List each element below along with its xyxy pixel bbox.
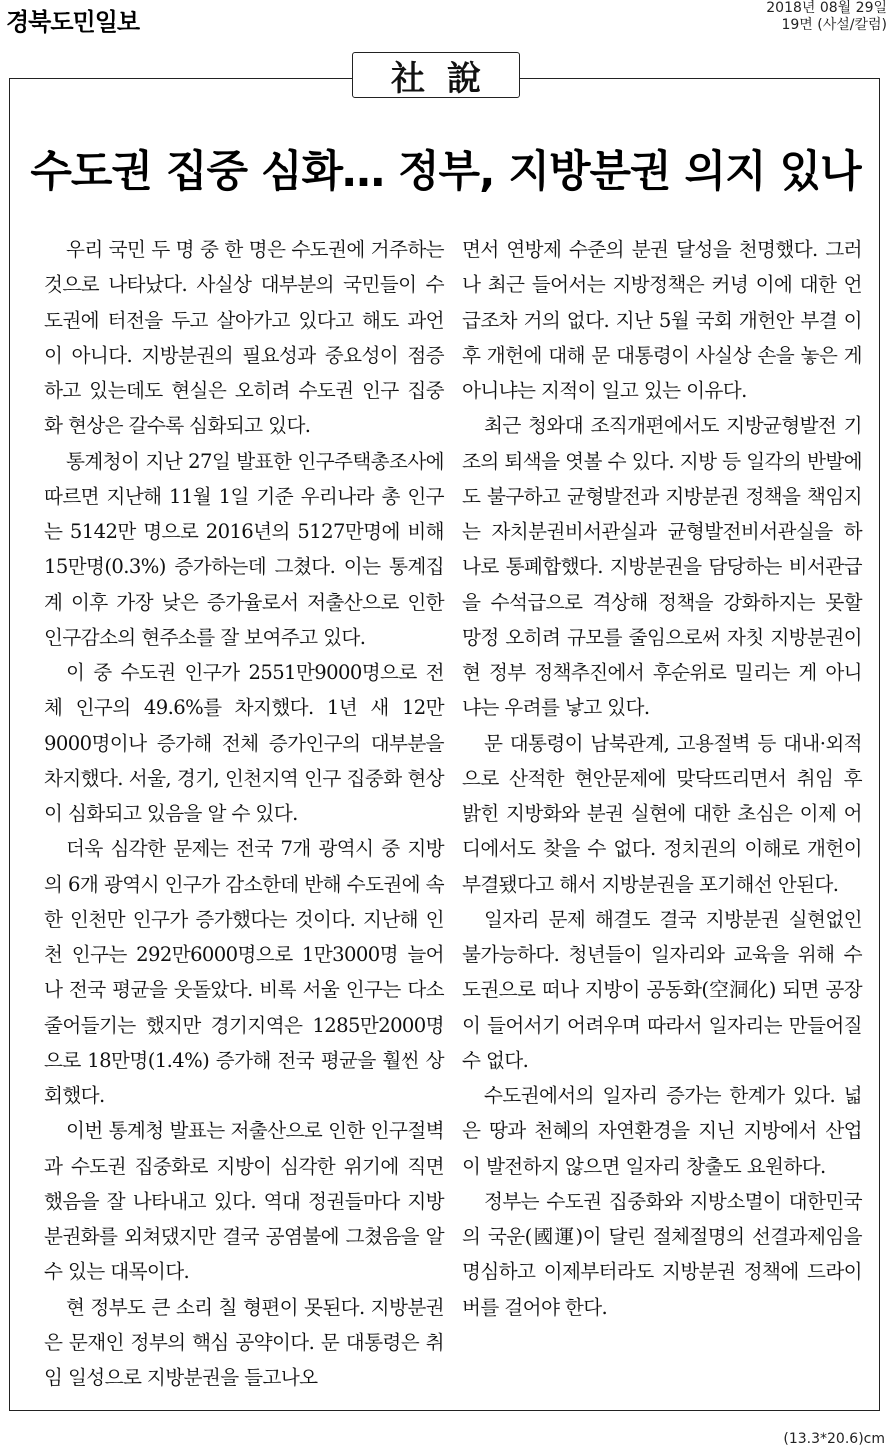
newspaper-name: 경북도민일보 [6,8,140,36]
paragraph: 이번 통계청 발표는 저출산으로 인한 인구절벽과 수도권 집중화로 지방이 심각한 위기에 직면했음을 잘 나타내고 있다. 역대 정권들마다 지방분권화를 외쳐댔지만 결국 공염불에 그쳤음을 알 수 있는 대목이다. [44,1119,444,1284]
headline: 수도권 집중 심화… 정부, 지방분권 의지 있나 [30,147,861,197]
paragraph: 일자리 문제 해결도 결국 지방분권 실현없인 불가능하다. 청년들이 일자리와 교육을 위해 수도권으로 떠나 지방이 공동화(空洞化) 되면 공장이 들어서기 어려우며 따라서 일자리는 만들어질 수 없다. [462,907,862,1072]
column-left [44,232,444,1395]
paragraph: 최근 청와대 조직개편에서도 지방균형발전 기조의 퇴색을 엿볼 수 있다. 지방 등 일각의 반발에도 불구하고 균형발전과 지방분권 정책을 책임지는 자치분권비서관실과 균형발전비서관실을 하나로 통폐합했다. 지방분권을 담당하는 비서관급을 수석급으로 격상해 정책을 강화하지는 못할 망정 오히려 규모를 줄임으로써 자칫 지방분권이 현 정부 정책추진에서 후순위로 밀리는 게 아니냐는 우려를 낳고 있다. [462,414,862,720]
page-section: 19면 (사설/칼럼) [781,17,887,33]
paragraph: 정부는 수도권 집중화와 지방소멸이 대한민국의 국운(國運)이 달린 절체절명의 선결과제임을 명심하고 이제부터라도 지방분권 정책에 드라이버를 걸어야 한다. [462,1189,862,1319]
paragraph: 더욱 심각한 문제는 전국 7개 광역시 중 지방의 6개 광역시 인구가 감소한데 반해 수도권에 속한 인천만 인구가 증가했다는 것이다. 지난해 인천 인구는 292만6000명으로 1만3000명 늘어나 전국 평균을 웃돌았다. 비록 서울 인구는 다소 줄어들기는 했지만 경기지역은 1285만2000명으로 18만명(1.4%) 증가해 전국 평균을 훨씬 상회했다. [44,837,444,1107]
editorial-label: 社說 [352,52,520,98]
paragraph-continued: 면서 연방제 수준의 분권 달성을 천명했다. 그러나 최근 들어서는 지방정책은 커녕 이에 대한 언급조차 거의 없다. 지난 5월 국회 개헌안 부결 이후 개헌에 대해 문 대통령이 사실상 손을 놓은 게 아니냐는 지적이 일고 있는 이유다. [462,238,862,402]
paragraph: 이 중 수도권 인구가 2551만9000명으로 전체 인구의 49.6%를 차지했다. 1년 새 12만9000명이나 증가해 전체 증가인구의 대부분을 차지했다. 서울, 경기, 인천지역 인구 집중화 현상이 심화되고 있음을 알 수 있다. [44,661,444,825]
article-size: (13.3*20.6)cm [783,1431,885,1447]
paragraph: 우리 국민 두 명 중 한 명은 수도권에 거주하는 것으로 나타났다. 사실상 대부분의 국민들이 수도권에 터전을 두고 살아가고 있다고 해도 과언이 아니다. 지방분권의 필요성과 중요성이 점증하고 있는데도 현실은 오히려 수도권 인구 집중화 현상은 갈수록 심화되고 있다. [44,238,444,438]
paragraph: 수도권에서의 일자리 증가는 한계가 있다. 넓은 땅과 천혜의 자연환경을 지닌 지방에서 산업이 발전하지 않으면 일자리 창출도 요원하다. [462,1084,862,1178]
column-right [462,232,862,1325]
article-meta [766,0,887,34]
publish-date: 2018년 08월 29일 [766,0,887,16]
paragraph: 문 대통령이 남북관계, 고용절벽 등 대내·외적으로 산적한 현안문제에 맞닥뜨리면서 취임 후 밝힌 지방화와 분권 실현에 대한 초심은 이제 어디에서도 찾을 수 없다. 정치권의 이해로 개헌이 부결됐다고 해서 지방분권을 포기해선 안된다. [462,731,862,896]
paragraph: 현 정부도 큰 소리 칠 형편이 못된다. 지방분권은 문재인 정부의 핵심 공약이다. 문 대통령은 취임 일성으로 지방분권을 들고나오 [44,1295,444,1389]
paragraph: 통계청이 지난 27일 발표한 인구주택총조사에 따르면 지난해 11월 1일 기준 우리나라 총 인구는 5142만 명으로 2016년의 5127만명에 비해 15만명(0.3%) 증가하는데 그쳤다. 이는 통계집계 이후 가장 낮은 증가율로서 저출산으로 인한 인구감소의 현주소를 잘 보여주고 있다. [44,449,444,649]
